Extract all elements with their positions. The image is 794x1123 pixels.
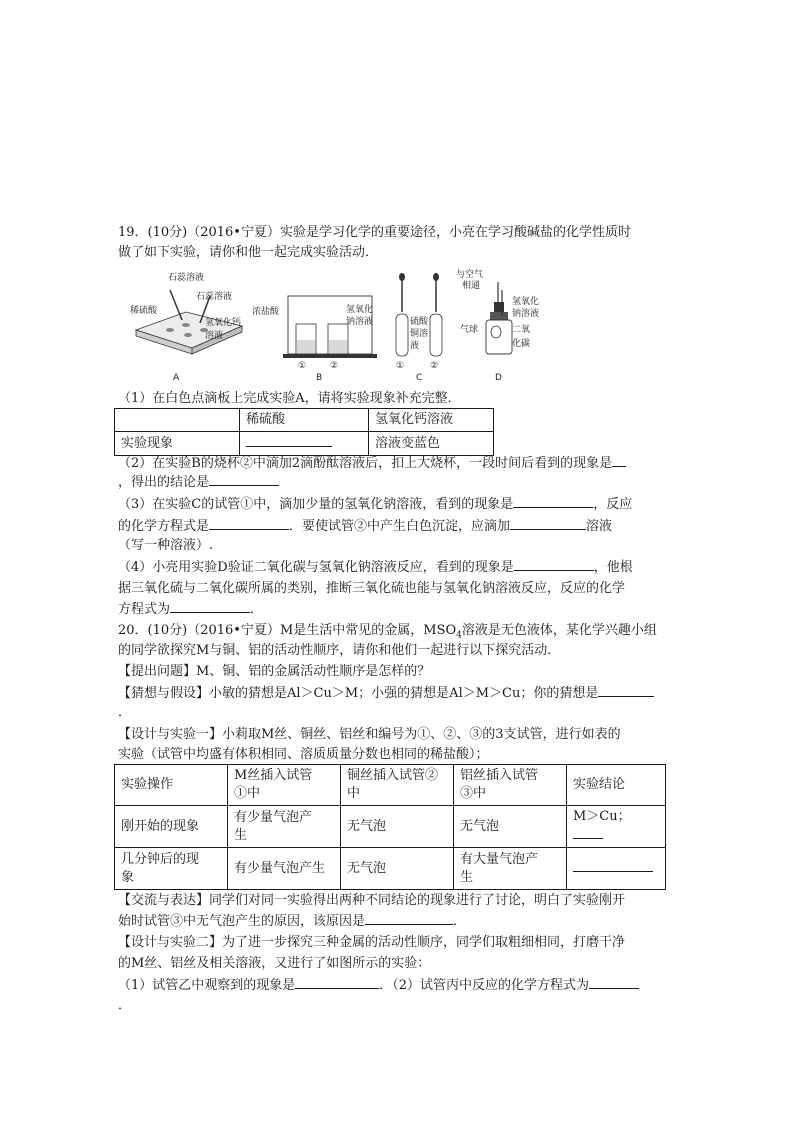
- svg-text:氢氧化: 氢氧化: [512, 297, 540, 307]
- q20-design1-cont: 实验（试管中均盛有体积相同、溶质质量分数也相同的稀盐酸）；: [118, 747, 489, 762]
- svg-text:①: ①: [298, 361, 307, 371]
- svg-text:氢氧化钙: 氢氧化钙: [205, 318, 242, 328]
- svg-text:稀硫酸: 稀硫酸: [130, 306, 158, 316]
- q20-hypothesis: 【猜想与假设】小敏的猜想是Al＞Cu＞M；小强的猜想是Al＞M＞Cu；你的猜想是: [118, 684, 654, 703]
- table2-row1-al: 无气泡: [454, 806, 567, 848]
- table2-row2-label: 几分钟后的现 象: [115, 848, 228, 890]
- svg-text:气球: 气球: [460, 325, 479, 335]
- table-metal-experiment: [114, 764, 666, 890]
- answer-blank[interactable]: [209, 473, 279, 486]
- q20-exchange-cont: 始时试管③中无气泡产生的原因，该原因是 ．: [118, 914, 467, 929]
- svg-text:相通: 相通: [462, 281, 481, 291]
- table1-row-label: 实验现象: [115, 432, 240, 456]
- q20-last-end: ．: [118, 998, 132, 1013]
- q19-part4: （4）小亮用实验D验证二氧化碳与氢氧化钠溶液反应，看到的现象是 ，他根: [118, 560, 633, 575]
- svg-text:石蕊溶液: 石蕊溶液: [196, 292, 233, 302]
- q19-part2: （2）在实验B的烧杯②中滴加2滴酚酞溶液后，扣上大烧杯，一段时间后看到的现象是: [118, 454, 626, 473]
- q20-exchange: 【交流与表达】同学们对同一实验得出两种不同结论的现象进行了讨论，明白了实验刚开: [118, 893, 626, 908]
- table2-row2-cu: 无气泡: [341, 848, 454, 890]
- svg-text:①: ①: [396, 361, 405, 371]
- answer-blank[interactable]: [209, 517, 289, 530]
- q19-part4-cont: 据三氧化硫与二氧化碳所属的类别，推断三氧化硫也能与氢氧化钠溶液反应，反应的化学: [118, 581, 626, 596]
- svg-text:钠溶液: 钠溶液: [346, 317, 374, 327]
- q20-line1: 20．(10分)（2016•宁夏）M是生活中常见的金属，$MSO_4$溶液是无色液体，某化学兴趣小组: [118, 623, 657, 641]
- table2-row2-conclusion[interactable]: [567, 848, 666, 890]
- table1-header-blank: [115, 409, 240, 432]
- q20-question: 【提出问题】M、铜、铝的金属活动性顺序是怎样的？: [118, 664, 431, 679]
- svg-text:二氧: 二氧: [512, 325, 531, 335]
- q20-design2: 【设计与实验二】为了进一步探究三种金属的活动性顺序，同学们取粗细相同，打磨干净: [118, 935, 626, 950]
- answer-blank[interactable]: [598, 684, 654, 697]
- q20-design2-cont: 的M丝、铝丝及相关溶液，又进行了如图所示的实验：: [118, 956, 431, 971]
- svg-text:硫酸: 硫酸: [410, 317, 429, 327]
- answer-blank[interactable]: [170, 600, 250, 613]
- svg-text:浓盐酸: 浓盐酸: [252, 307, 280, 317]
- figure-a-spot-plate: [130, 271, 242, 383]
- answer-blank[interactable]: [365, 912, 453, 925]
- answer-blank[interactable]: [612, 454, 626, 467]
- q19-part1: （1）在白色点滴板上完成实验A，请将实验现象补充完整．: [118, 391, 461, 406]
- svg-text:与空气: 与空气: [456, 270, 484, 280]
- table2-header-operation: 实验操作: [115, 765, 228, 806]
- svg-text:液: 液: [410, 341, 420, 351]
- q20-last: （1）试管乙中观察到的现象是 ．（2）试管丙中反应的化学方程式为: [118, 976, 639, 995]
- answer-blank[interactable]: [513, 495, 593, 508]
- table2-header-al: 铝丝插入试管 ③中: [454, 765, 567, 806]
- table2-row2-al: 有大量气泡产 生: [454, 848, 567, 890]
- svg-text:②: ②: [330, 361, 339, 371]
- table2-header-cu: 铜丝插入试管② 中: [341, 765, 454, 806]
- svg-text:B: B: [316, 373, 323, 383]
- answer-blank[interactable]: [589, 976, 639, 989]
- answer-blank[interactable]: [514, 558, 594, 571]
- table2-row1-label: 刚开始的现象: [115, 806, 228, 848]
- table2-header-conclusion: 实验结论: [567, 765, 666, 806]
- q19-part3-cont: 的化学方程式是 ．要使试管②中产生白色沉淀，应滴加 溶液: [118, 519, 613, 534]
- table2-row2-m: 有少量气泡产生: [228, 848, 341, 890]
- svg-text:D: D: [495, 373, 502, 383]
- answer-blank[interactable]: [295, 976, 379, 989]
- table2-row1-conclusion[interactable]: M＞Cu；: [567, 806, 666, 848]
- q19-line2: 做了如下实验，请你和他一起完成实验活动．: [118, 245, 379, 260]
- svg-text:石蕊溶液: 石蕊溶液: [168, 273, 205, 283]
- q20-line2: 的同学欲探究M与铜、铝的活动性顺序，请你和他们一起进行以下探究活动．: [118, 643, 561, 658]
- table1-answer-blank[interactable]: [240, 432, 369, 456]
- table-experiment-a: [114, 408, 494, 456]
- table1-header-acid: 稀硫酸: [240, 409, 369, 432]
- svg-text:铜溶: 铜溶: [410, 329, 429, 339]
- svg-text:溶液: 溶液: [205, 331, 224, 341]
- q20-design1: 【设计与实验一】小莉取M丝、铜丝、铝丝和编号为①、②、③的3支试管，进行如表的: [118, 727, 621, 742]
- svg-text:②: ②: [430, 361, 439, 371]
- svg-text:化碳: 化碳: [512, 339, 531, 349]
- figure-c-test-tubes: [396, 273, 442, 383]
- svg-text:A: A: [173, 373, 180, 383]
- svg-text:C: C: [416, 373, 423, 383]
- table1-base-result: 溶液变蓝色: [369, 432, 494, 456]
- svg-text:氢氧化: 氢氧化: [346, 305, 374, 315]
- q19-line1: 19．(10分)（2016•宁夏）实验是学习化学的重要途径，小亮在学习酸碱盐的化学性质时: [118, 225, 631, 240]
- q19-part2-cont: ，得出的结论是: [118, 473, 279, 492]
- table2-row1-cu: 无气泡: [341, 806, 454, 848]
- table2-header-m: M丝插入试管 ①中: [228, 765, 341, 806]
- experiment-figure: [130, 268, 540, 386]
- figure-b-beakers: [252, 296, 377, 383]
- q19-part3: （3）在实验C的试管①中，滴加少量的氢氧化钠溶液，看到的现象是 ，反应: [118, 497, 633, 512]
- q19-part3-note: （写一种溶液）.: [118, 538, 214, 553]
- table1-header-base: 氢氧化钙溶液: [369, 409, 494, 432]
- figure-d-bottle: [456, 268, 539, 383]
- q19-part4-end: 方程式为 ．: [118, 602, 264, 617]
- svg-text:钠溶液: 钠溶液: [512, 309, 540, 319]
- table2-row1-m: 有少量气泡产 生: [228, 806, 341, 848]
- q20-hypothesis-end: ．: [118, 705, 132, 720]
- answer-blank[interactable]: [510, 517, 586, 530]
